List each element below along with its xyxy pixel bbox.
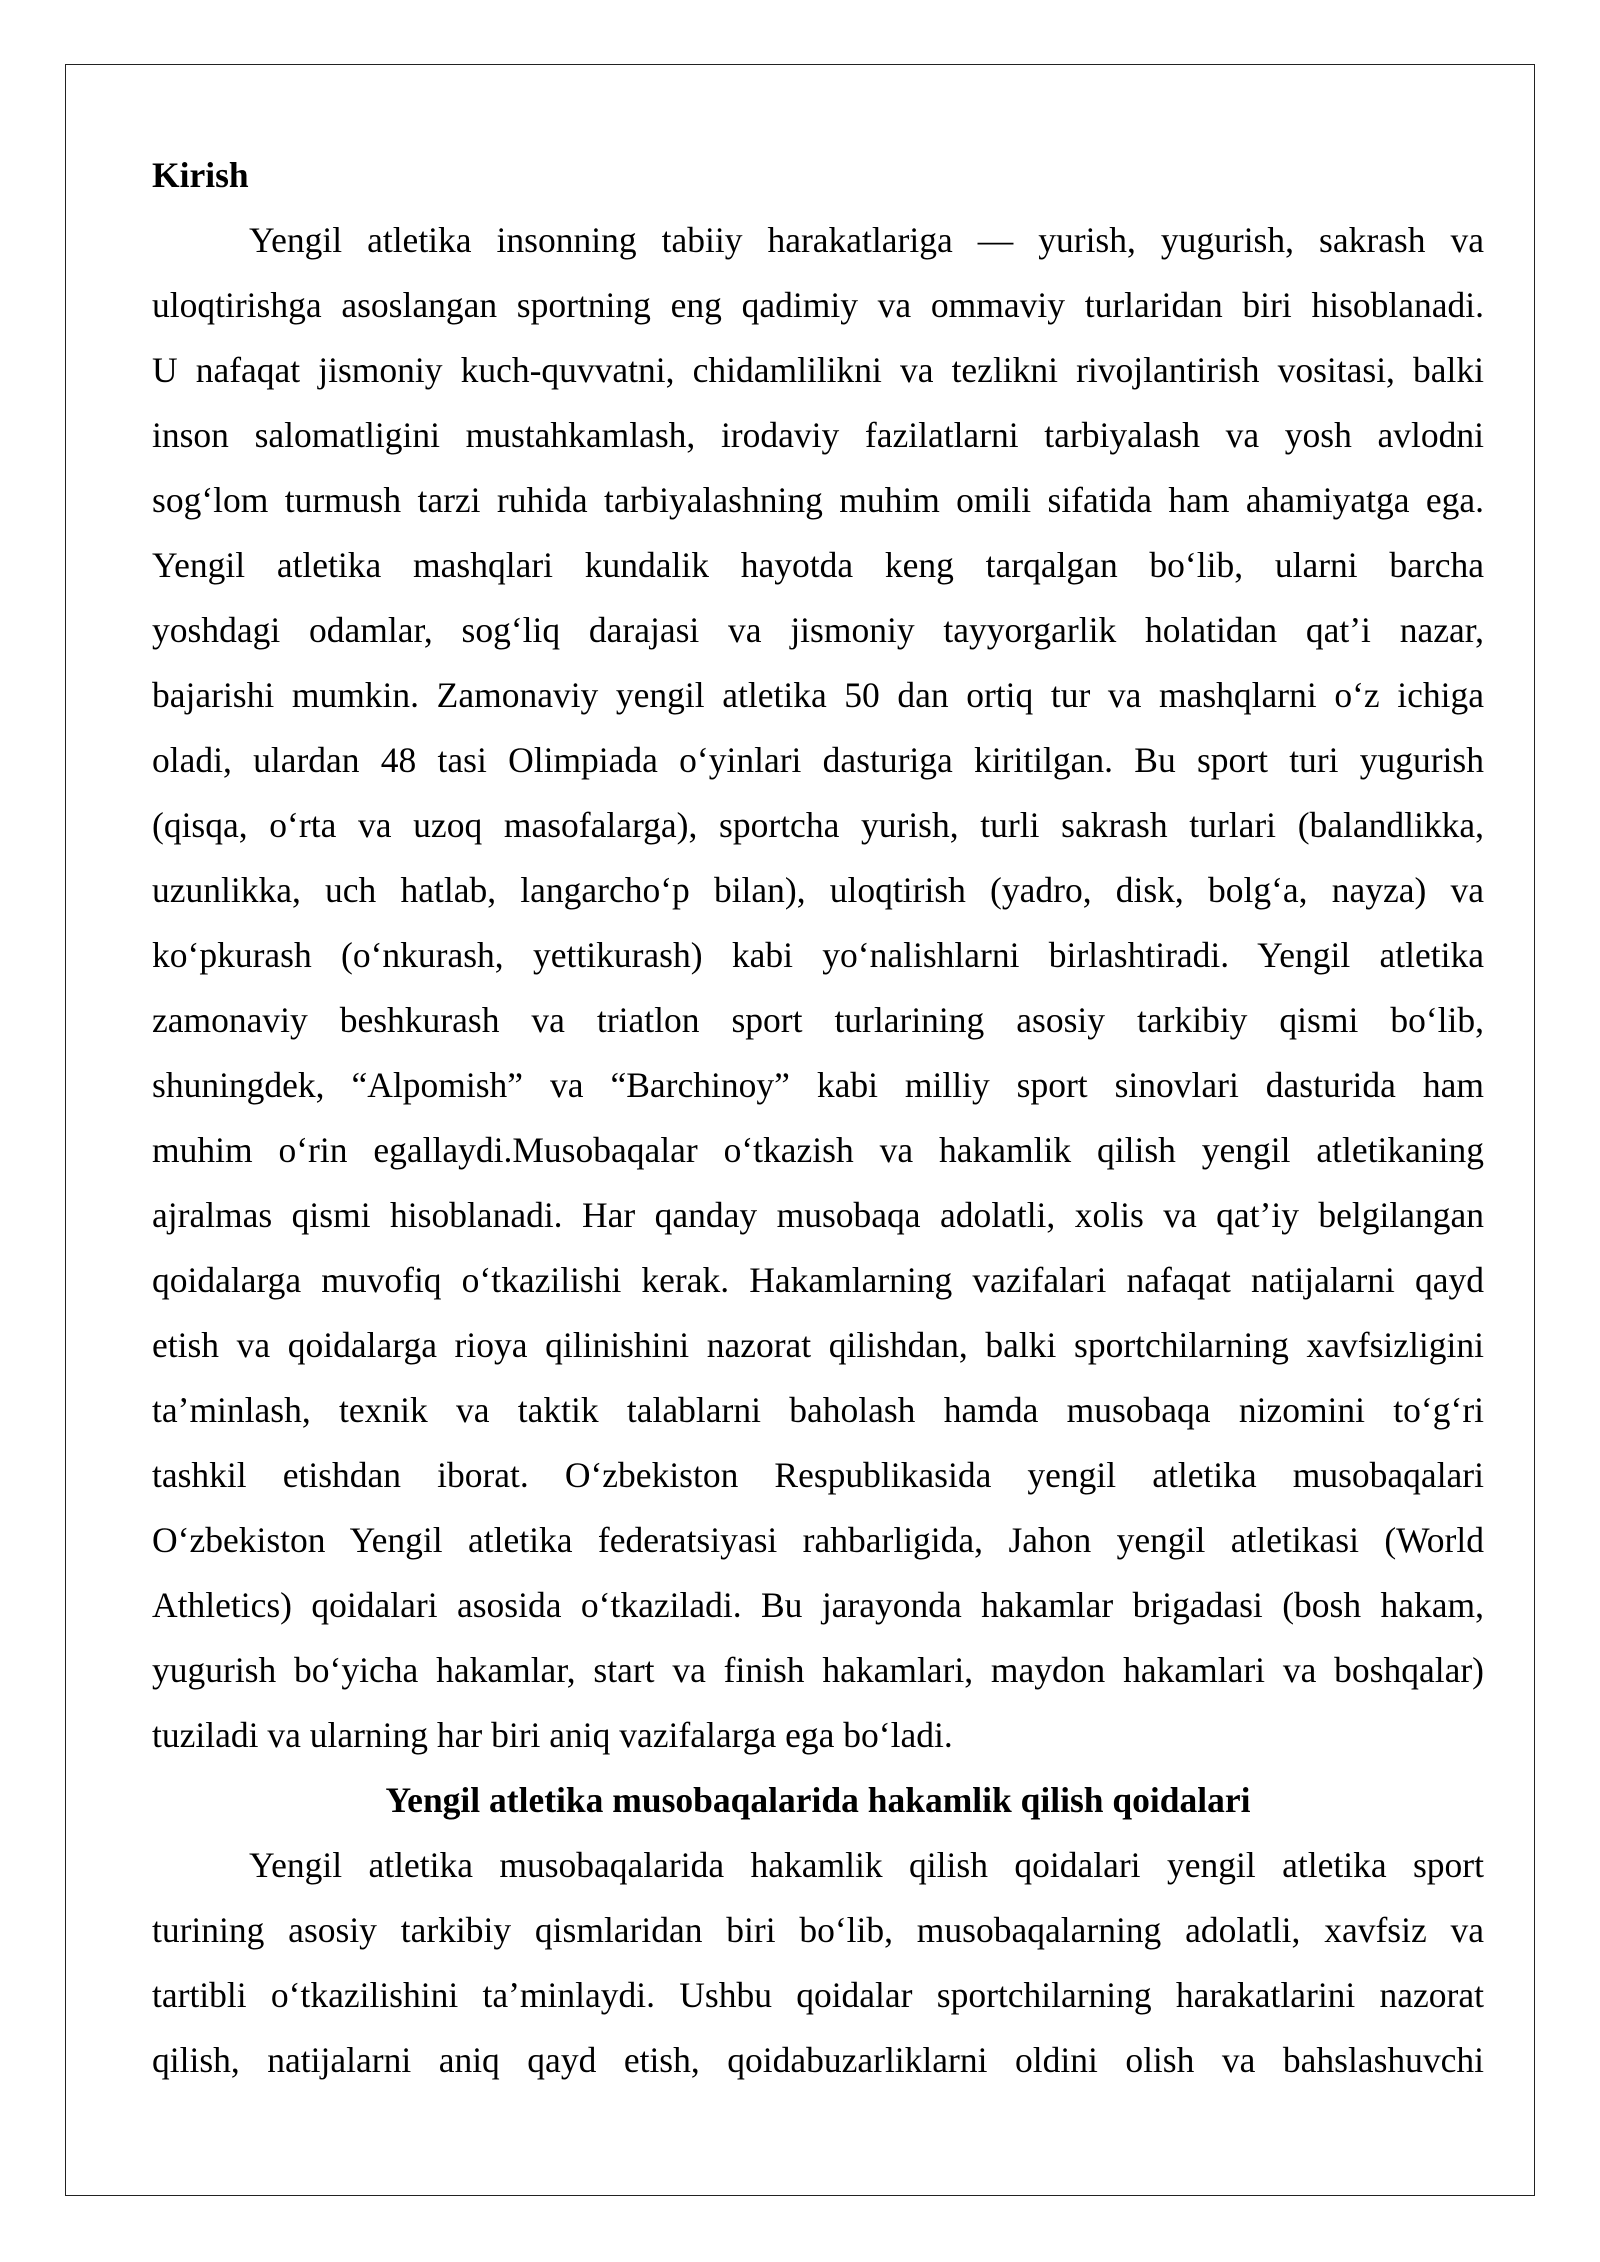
paragraph-line: Yengil atletika insonning tabiiy harakatlariga — yurish, yugurish, sakrash va <box>249 220 1484 260</box>
paragraph-line: shuningdek, “Alpomish” va “Barchinoy” kabi milliy sport sinovlari dasturida ham <box>152 1065 1484 1105</box>
paragraph-line: U nafaqat jismoniy kuch-quvvatni, chidamlilikni va tezlikni rivojlantirish vositasi, balki <box>152 350 1484 390</box>
paragraph-line: Athletics) qoidalari asosida oʻtkaziladi. Bu jarayonda hakamlar brigadasi (bosh hakam, <box>152 1585 1484 1625</box>
section-paragraph <box>152 1833 1484 2093</box>
paragraph-line: muhim oʻrin egallaydi.Musobaqalar oʻtkazish va hakamlik qilish yengil atletikaning <box>152 1130 1484 1170</box>
paragraph-line: qilish, natijalarni aniq qayd etish, qoidabuzarliklarni oldini olish va bahslashuvchi <box>152 2040 1484 2080</box>
paragraph-line: yoshdagi odamlar, sogʻliq darajasi va jismoniy tayyorgarlik holatidan qatʼi nazar, <box>152 610 1484 650</box>
paragraph-line: zamonaviy beshkurash va triatlon sport turlarining asosiy tarkibiy qismi boʻlib, <box>152 1000 1484 1040</box>
intro-heading: Kirish <box>152 155 249 195</box>
paragraph-line: bajarishi mumkin. Zamonaviy yengil atletika 50 dan ortiq tur va mashqlarni oʻz ichiga <box>152 675 1484 715</box>
paragraph-line: sogʻlom turmush tarzi ruhida tarbiyalashning muhim omili sifatida ham ahamiyatga ega. <box>152 480 1484 520</box>
document-body <box>152 143 1484 2093</box>
paragraph-line: Yengil atletika mashqlari kundalik hayotda keng tarqalgan boʻlib, ularni barcha <box>152 545 1484 585</box>
paragraph-line: Yengil atletika musobaqalarida hakamlik qilish qoidalari yengil atletika sport <box>249 1845 1484 1885</box>
section-heading: Yengil atletika musobaqalarida hakamlik qilish qoidalari <box>385 1780 1251 1820</box>
paragraph-line: tuziladi va ularning har biri aniq vazifalarga ega boʻladi. <box>152 1715 953 1755</box>
paragraph-line: tartibli oʻtkazilishini taʼminlaydi. Ushbu qoidalar sportchilarning harakatlarini nazorat <box>152 1975 1484 2015</box>
paragraph-line: koʻpkurash (oʻnkurash, yettikurash) kabi yoʻnalishlarni birlashtiradi. Yengil atletika <box>152 935 1484 975</box>
paragraph-line: yugurish boʻyicha hakamlar, start va finish hakamlari, maydon hakamlari va boshqalar) <box>152 1650 1484 1690</box>
paragraph-line: uzunlikka, uch hatlab, langarchoʻp bilan), uloqtirish (yadro, disk, bolgʻa, nayza) va <box>152 870 1484 910</box>
paragraph-line: (qisqa, oʻrta va uzoq masofalarga), sportcha yurish, turli sakrash turlari (balandlikka, <box>152 805 1484 845</box>
paragraph-line: Oʻzbekiston Yengil atletika federatsiyasi rahbarligida, Jahon yengil atletikasi (World <box>152 1520 1484 1560</box>
paragraph-line: oladi, ulardan 48 tasi Olimpiada oʻyinlari dasturiga kiritilgan. Bu sport turi yugurish <box>152 740 1484 780</box>
paragraph-line: qoidalarga muvofiq oʻtkazilishi kerak. Hakamlarning vazifalari nafaqat natijalarni qayd <box>152 1260 1484 1300</box>
paragraph-line: tashkil etishdan iborat. Oʻzbekiston Respublikasida yengil atletika musobaqalari <box>152 1455 1484 1495</box>
paragraph-line: uloqtirishga asoslangan sportning eng qadimiy va ommaviy turlaridan biri hisoblanadi. <box>152 285 1484 325</box>
paragraph-line: ajralmas qismi hisoblanadi. Har qanday musobaqa adolatli, xolis va qatʼiy belgilangan <box>152 1195 1484 1235</box>
intro-paragraph <box>152 208 1484 1768</box>
paragraph-line: inson salomatligini mustahkamlash, irodaviy fazilatlarni tarbiyalash va yosh avlodni <box>152 415 1484 455</box>
paragraph-line: etish va qoidalarga rioya qilinishini nazorat qilishdan, balki sportchilarning xavfsizligini <box>152 1325 1484 1365</box>
paragraph-line: taʼminlash, texnik va taktik talablarni baholash hamda musobaqa nizomini toʻgʻri <box>152 1390 1484 1430</box>
paragraph-line: turining asosiy tarkibiy qismlaridan biri boʻlib, musobaqalarning adolatli, xavfsiz va <box>152 1910 1484 1950</box>
